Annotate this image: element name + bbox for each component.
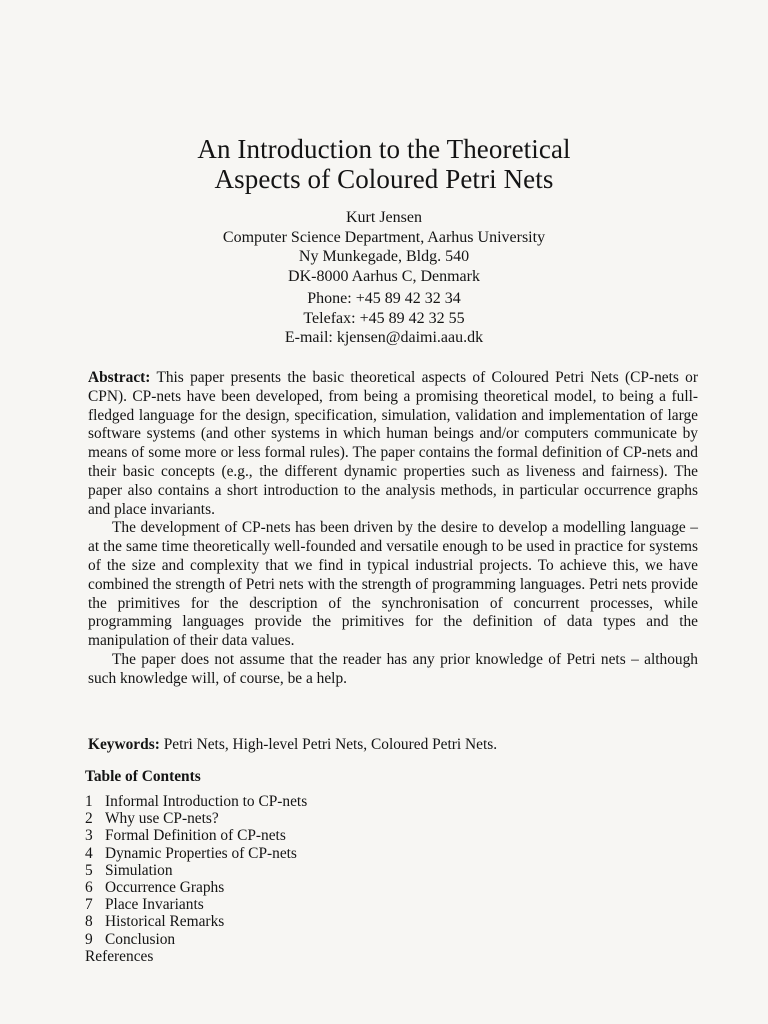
abstract-paragraph-3: The paper does not assume that the reader has any prior knowledge of Petri nets – although such knowledge will, of course, be a help. [88, 650, 698, 687]
abstract-text-1: This paper presents the basic theoretical aspects of Coloured Petri Nets (CP-nets or CPN). CP-nets have been developed, from being a promising theoretical model, to being a full-fledged language for the design, specification, simulation, validation and implementation of large software systems (and other systems in which human beings and/or computers communicate by means of some more or less formal rules). The paper contains the formal definition of CP-nets and their basic concepts (e.g., the different dynamic properties such as liveness and fairness). The paper also contains a short introduction to the analysis methods, in particular occurrence graphs and place invariants. [88, 369, 698, 518]
toc-item-number: 3 [85, 827, 93, 845]
toc-item-label: Formal Definition of CP-nets [105, 827, 286, 845]
toc-item [85, 845, 307, 862]
author-city: DK-8000 Aarhus C, Denmark [288, 267, 480, 285]
abstract-paragraph-2: The development of CP-nets has been driven by the desire to develop a modelling language – at the same time theoretically well-founded and versatile enough to be used in practice for systems of the size and complexity that we find in typical industrial projects. To achieve this, we have combined the strength of Petri nets with the strength of programming languages. Petri nets provide the primitives for the description of the synchronisation of concurrent processes, while programming languages provide the primitives for the definition of data types and the manipulation of their data values. [88, 519, 698, 650]
author-street: Ny Munkegade, Bldg. 540 [298, 248, 470, 265]
author-block [0, 208, 768, 286]
toc-item-number: 4 [85, 844, 93, 862]
toc-item-number: 2 [85, 810, 93, 828]
contact-phone: Phone: +45 89 42 32 34 [307, 290, 461, 307]
keywords [88, 735, 698, 754]
toc-item [85, 913, 307, 930]
toc-item-label: Dynamic Properties of CP-nets [105, 844, 297, 862]
table-of-contents [85, 793, 307, 965]
toc-item [85, 896, 307, 913]
toc-item-number: 7 [85, 896, 93, 914]
author-name: Kurt Jensen [346, 209, 422, 226]
toc-heading: Table of Contents [85, 768, 201, 785]
contact-telefax: Telefax: +45 89 42 32 55 [303, 309, 465, 327]
keywords-text: Petri Nets, High-level Petri Nets, Coloured Petri Nets. [163, 736, 498, 753]
author-department: Computer Science Department, Aarhus University [222, 228, 546, 246]
toc-references: References [85, 947, 154, 965]
toc-item [85, 931, 307, 948]
contact-block [0, 289, 768, 348]
toc-item-label: Simulation [105, 861, 173, 879]
toc-item-label: Why use CP-nets? [105, 810, 219, 828]
toc-item [85, 793, 307, 810]
toc-item-label: Occurrence Graphs [105, 879, 225, 897]
toc-item-number: 5 [85, 861, 93, 879]
toc-item [85, 827, 307, 844]
toc-item-number: 1 [85, 793, 93, 810]
toc-item-number: 8 [85, 913, 93, 931]
toc-item-number: 9 [85, 930, 93, 948]
toc-item-label: Conclusion [105, 930, 176, 948]
abstract-section [88, 369, 698, 689]
toc-item-label: Informal Introduction to CP-nets [105, 793, 308, 810]
keywords-label: Keywords: [88, 736, 160, 753]
toc-item [85, 862, 307, 879]
toc-item-number: 6 [85, 879, 93, 897]
contact-email: E-mail: kjensen@daimi.aau.dk [284, 329, 484, 346]
title-line-1: An Introduction to the Theoretical [197, 134, 571, 164]
toc-item [85, 810, 307, 827]
toc-item-label: Historical Remarks [105, 913, 225, 931]
toc-item [85, 879, 307, 896]
abstract-label: Abstract: [88, 369, 151, 386]
paper-title [0, 134, 768, 194]
title-line-2: Aspects of Coloured Petri Nets [214, 164, 554, 194]
abstract-paragraph-1 [88, 369, 698, 519]
toc-item-label: Place Invariants [105, 896, 204, 914]
